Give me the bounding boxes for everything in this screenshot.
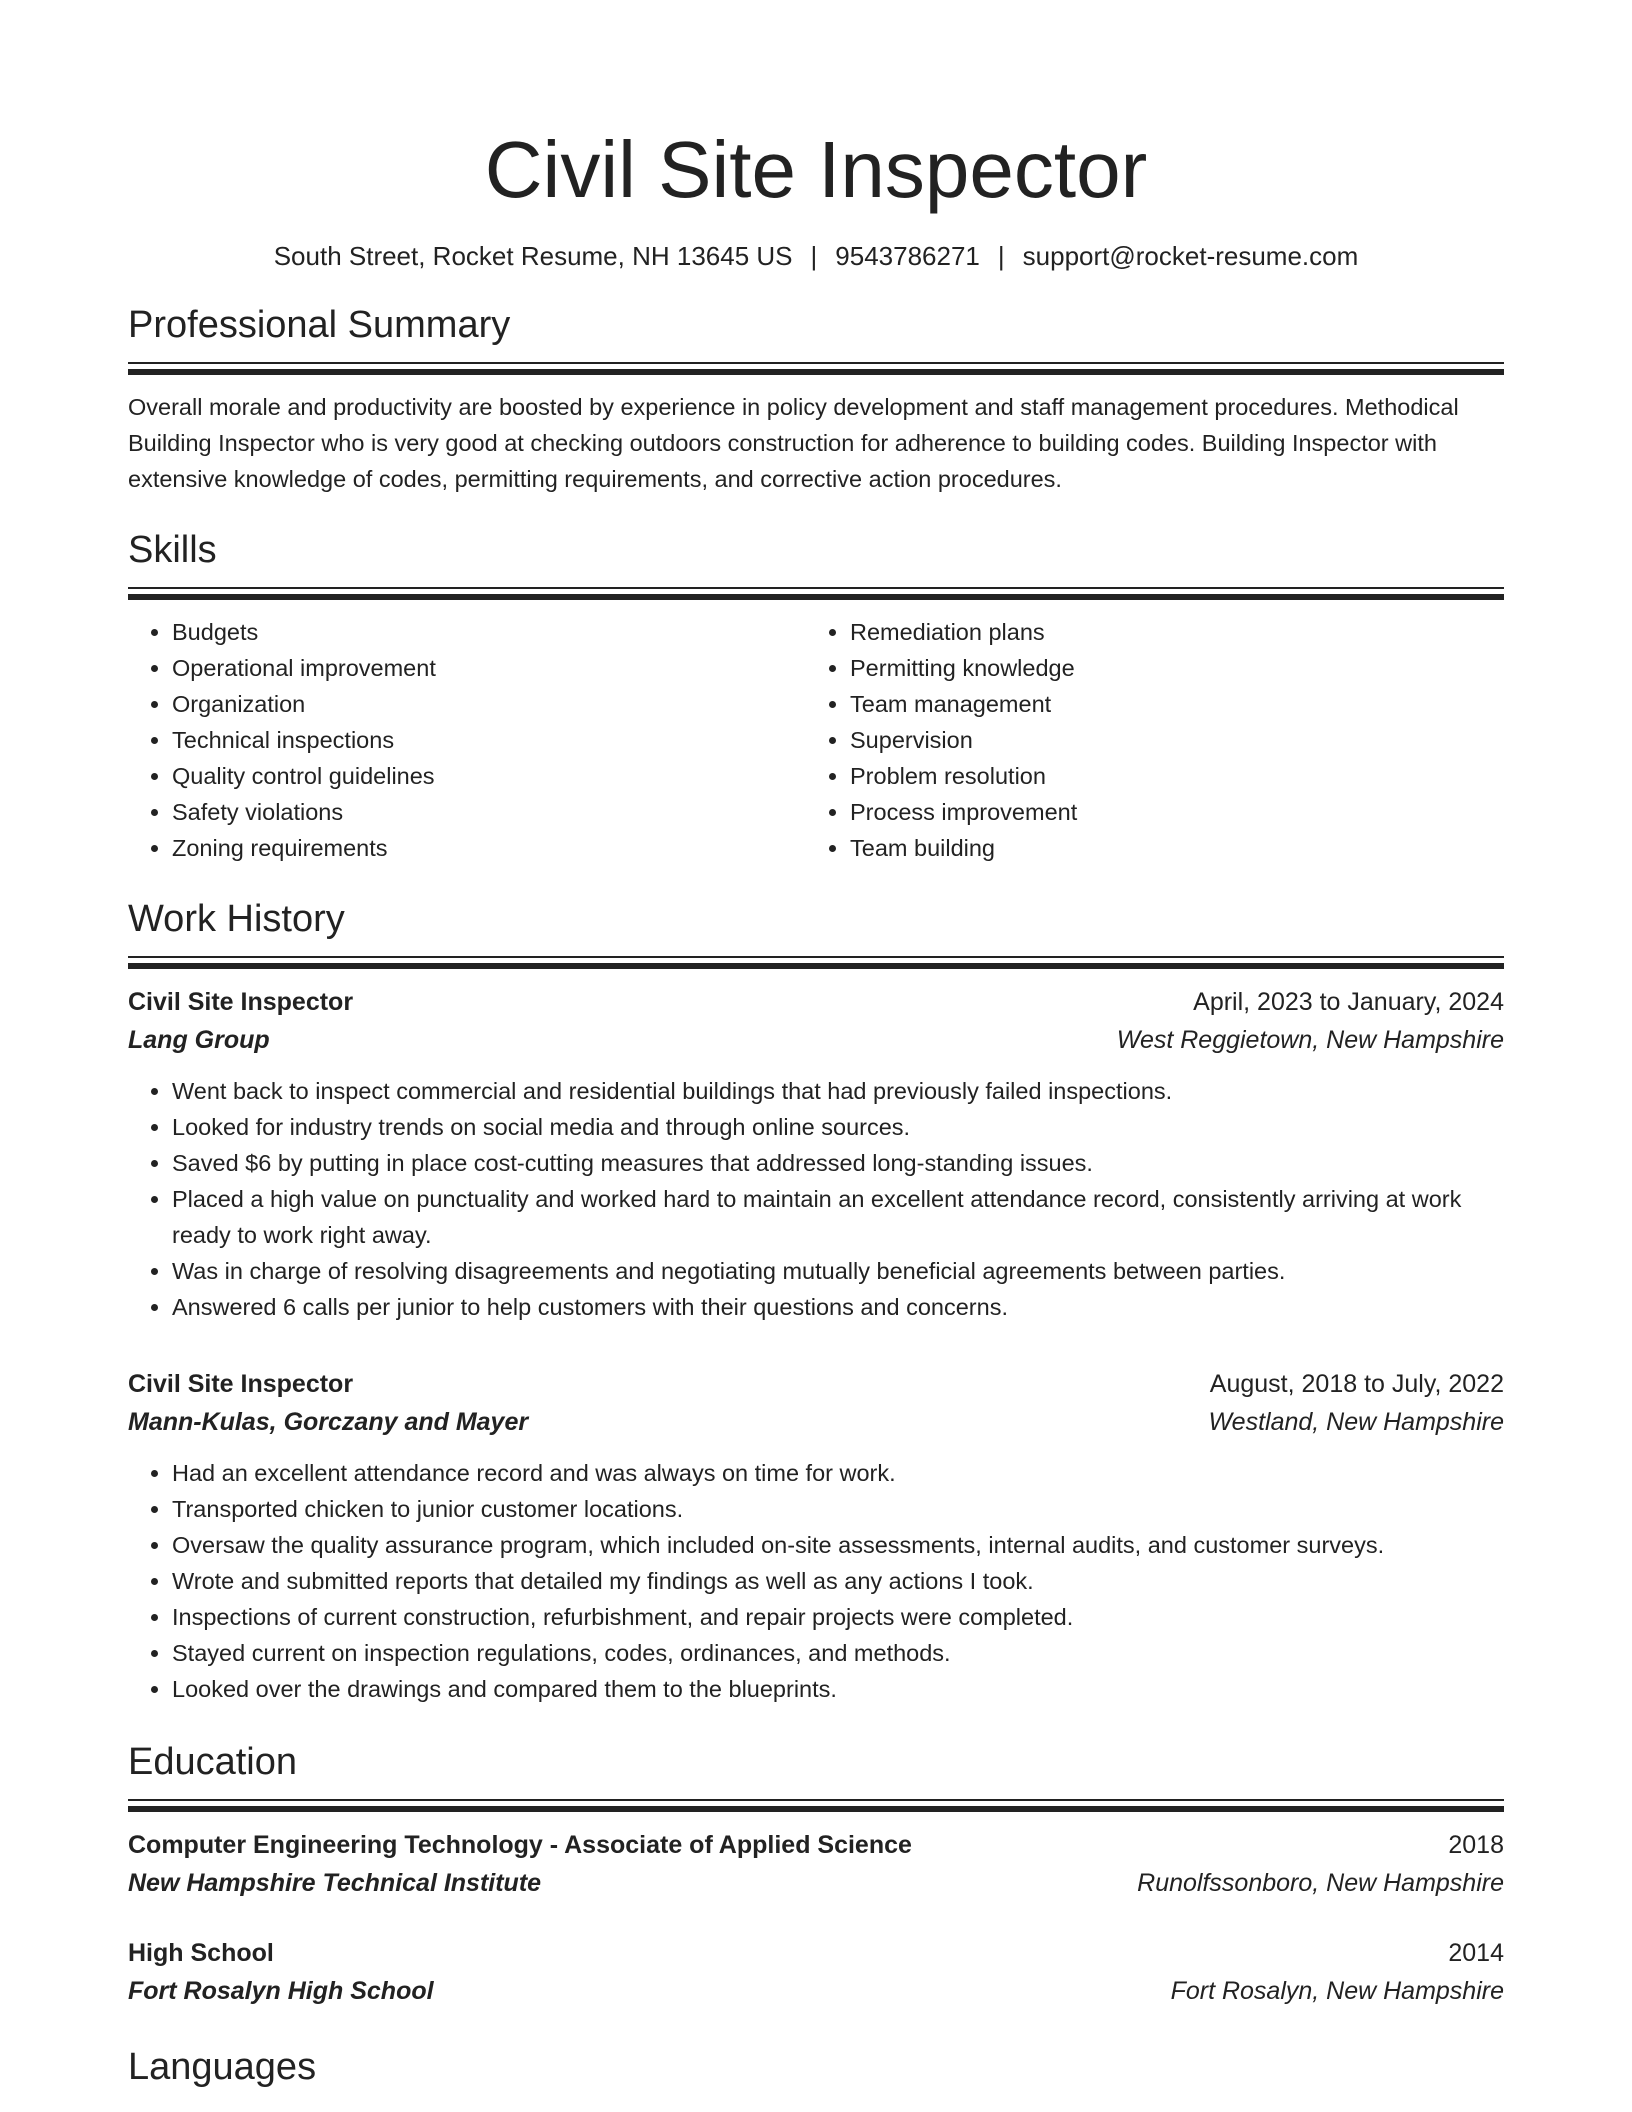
education-school: Fort Rosalyn High School xyxy=(128,1977,434,2005)
skill-item: • Safety violations xyxy=(172,794,806,830)
education-location: Fort Rosalyn, New Hampshire xyxy=(1170,1977,1504,2005)
job-header xyxy=(128,1365,1504,1403)
contact-separator: | xyxy=(810,241,818,271)
job-bullet: • Looked for industry trends on social media and through online sources. xyxy=(172,1109,1504,1145)
job-bullets xyxy=(128,1073,1504,1325)
skill-item: • Supervision xyxy=(850,722,1484,758)
education-location: Runolfssonboro, New Hampshire xyxy=(1137,1869,1504,1897)
job-company: Lang Group xyxy=(128,1026,270,1054)
job-bullet: • Saved $6 by putting in place cost-cutting measures that addressed long-standing issues. xyxy=(172,1145,1504,1181)
skill-item: • Budgets xyxy=(172,614,806,650)
skills-section xyxy=(128,525,1504,866)
languages-section xyxy=(128,2042,1504,2092)
job-bullet: • Placed a high value on punctuality and worked hard to maintain an excellent attendance record, consistently arriving at work ready to work right away. xyxy=(172,1181,1504,1253)
section-divider xyxy=(128,956,1504,969)
skill-item: • Permitting knowledge xyxy=(850,650,1484,686)
work-section xyxy=(128,894,1504,1707)
job-bullet: • Stayed current on inspection regulations, codes, ordinances, and methods. xyxy=(172,1635,1504,1671)
job-entry xyxy=(128,1365,1504,1707)
resume-page xyxy=(128,120,1504,2092)
job-location: West Reggietown, New Hampshire xyxy=(1116,1026,1504,1054)
job-bullet: • Looked over the drawings and compared them to the blueprints. xyxy=(172,1671,1504,1707)
contact-phone: 9543786271 xyxy=(835,241,980,271)
education-subheader xyxy=(128,1864,1504,1902)
section-title-skills: Skills xyxy=(128,529,217,571)
job-bullet: • Went back to inspect commercial and residential buildings that had previously failed inspections. xyxy=(172,1073,1504,1109)
education-degree: High School xyxy=(128,1939,274,1967)
job-title: Civil Site Inspector xyxy=(128,1370,354,1398)
skill-item: • Organization xyxy=(172,686,806,722)
job-subheader xyxy=(128,1403,1504,1441)
job-dates: August, 2018 to July, 2022 xyxy=(1209,1370,1504,1398)
section-divider xyxy=(128,362,1504,375)
education-header xyxy=(128,1934,1504,1972)
job-company: Mann-Kulas, Gorczany and Mayer xyxy=(128,1408,529,1436)
education-entry xyxy=(128,1826,1504,1902)
job-bullet: • Wrote and submitted reports that detailed my findings as well as any actions I took. xyxy=(172,1563,1504,1599)
section-title-education: Education xyxy=(128,1741,298,1783)
job-header xyxy=(128,983,1504,1021)
skills-columns xyxy=(128,614,1504,866)
job-bullet: • Answered 6 calls per junior to help customers with their questions and concerns. xyxy=(172,1289,1504,1325)
education-header xyxy=(128,1826,1504,1864)
education-year: 2018 xyxy=(1448,1831,1504,1859)
skills-list-right xyxy=(806,614,1484,866)
job-dates: April, 2023 to January, 2024 xyxy=(1193,988,1504,1016)
skill-item: • Remediation plans xyxy=(850,614,1484,650)
summary-section xyxy=(128,300,1504,497)
section-title-summary: Professional Summary xyxy=(128,304,511,346)
job-subheader xyxy=(128,1021,1504,1059)
skill-item: • Technical inspections xyxy=(172,722,806,758)
skill-item: • Team management xyxy=(850,686,1484,722)
job-bullet: • Transported chicken to junior customer locations. xyxy=(172,1491,1504,1527)
resume-name: Civil Site Inspector xyxy=(484,125,1148,214)
job-location: Westland, New Hampshire xyxy=(1208,1408,1504,1436)
job-bullet: • Was in charge of resolving disagreements and negotiating mutually beneficial agreements between parties. xyxy=(172,1253,1504,1289)
job-bullets xyxy=(128,1455,1504,1707)
education-section xyxy=(128,1737,1504,2010)
section-divider xyxy=(128,587,1504,600)
skills-list-left xyxy=(128,614,806,866)
education-year: 2014 xyxy=(1448,1939,1504,1967)
skill-item: • Problem resolution xyxy=(850,758,1484,794)
section-title-work: Work History xyxy=(128,898,345,940)
section-title-languages: Languages xyxy=(128,2046,317,2088)
education-subheader xyxy=(128,1972,1504,2010)
education-degree: Computer Engineering Technology - Associate of Applied Science xyxy=(128,1831,912,1859)
skill-item: • Operational improvement xyxy=(172,650,806,686)
job-entry xyxy=(128,983,1504,1325)
contact-separator: | xyxy=(997,241,1005,271)
skill-item: • Team building xyxy=(850,830,1484,866)
job-bullet: • Oversaw the quality assurance program, which included on-site assessments, internal audits, and customer surveys. xyxy=(172,1527,1504,1563)
job-bullet: • Had an excellent attendance record and was always on time for work. xyxy=(172,1455,1504,1491)
education-entry xyxy=(128,1934,1504,2010)
skill-item: • Quality control guidelines xyxy=(172,758,806,794)
contact-line xyxy=(128,238,1504,274)
contact-email: support@rocket-resume.com xyxy=(1022,241,1359,271)
section-divider xyxy=(128,1799,1504,1812)
contact-address: South Street, Rocket Resume, NH 13645 US xyxy=(273,241,793,271)
education-school: New Hampshire Technical Institute xyxy=(128,1869,542,1897)
skill-item: • Process improvement xyxy=(850,794,1484,830)
skill-item: • Zoning requirements xyxy=(172,830,806,866)
summary-text: Overall morale and productivity are boosted by experience in policy development and staff management procedures. Methodical Building Inspector who is very good at checking outdoors construction for adherence to building codes. Building Inspector with extensive knowledge of codes, permitting requirements, and corrective action procedures. xyxy=(128,394,1459,492)
job-title: Civil Site Inspector xyxy=(128,988,354,1016)
job-bullet: • Inspections of current construction, refurbishment, and repair projects were completed. xyxy=(172,1599,1504,1635)
